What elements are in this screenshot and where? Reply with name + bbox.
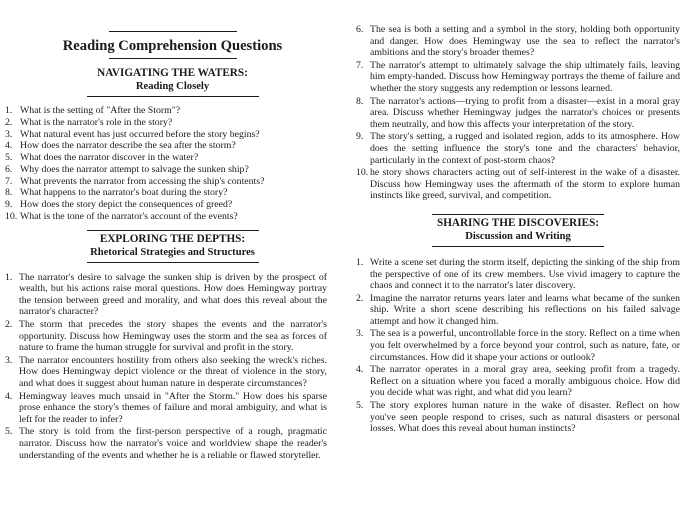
item-number: 4. [5,140,13,152]
right-column [352,0,684,436]
item-text: What prevents the narrator from accessing the ship's contents? [20,175,265,187]
list-item [0,117,345,129]
item-number: 1. [5,105,13,116]
list-item [0,272,345,318]
item-text: What natural event has just occurred before the story begins? [20,128,260,140]
item-number: 3. [5,128,13,140]
item-text: The narrator's attempt to ultimately salvage the ship ultimately fails, leaving him empty-handed. Discuss how Hemingway portrays the theme of failure and whether the story suggests any redemption or lessons learned. [370,59,680,94]
sharing-question-list [352,257,684,435]
exploring-question-list-continued [352,24,684,202]
list-item [0,140,345,152]
item-text: The narrator's actions—trying to profit from a disaster—exist in a moral gray area. Discuss whether Hemingway judges the narrator's choices or presents them neutrally, and how this affects your interpretation of the story. [370,95,680,130]
list-item [0,164,345,176]
item-number: 1. [5,271,13,283]
item-text: The story is told from the first-person perspective of a rough, pragmatic narrator. Discuss how the narrator's voice and worldview shape the reader's understanding of the events and whether he is a reliable or flawed storyteller. [19,426,327,461]
item-number: 8. [5,187,13,199]
page-title: Reading Comprehension Questions [62,38,283,54]
exploring-rule-bottom [87,262,259,263]
item-text: The narrator encounters hostility from others also seeking the wreck's riches. How does Hemingway depict violence or the threat of violence in the story, and what does it suggest about human nature in desperate circumstances? [19,354,327,389]
list-item [0,199,345,211]
list-item [0,129,345,141]
item-number: 9. [5,199,13,211]
item-number: 8. [356,95,364,107]
item-text: The sea is a powerful, uncontrollable force in the story. Reflect on a time when you felt overwhelmed by a force beyond your control, such as nature, fate, or circumstances. How did it shape your actions or outlook? [370,328,680,363]
item-text: Why does the narrator attempt to salvage the sunken ship? [20,163,249,175]
navigating-heading: NAVIGATING THE WATERS: [97,67,248,79]
title-rule-top [109,31,237,32]
item-text: The sea is both a setting and a symbol in the story, holding both opportunity and danger. How does Hemingway use the sea to reflect the narrator's ambitions and the story's broader themes? [370,24,680,59]
item-text: Hemingway leaves much unsaid in "After the Storm." How does his sparse prose enhance the story's themes of failure and moral ambiguity, and what is left for the reader to infer? [19,390,327,425]
item-number: 5. [5,426,13,438]
list-item [0,105,345,117]
navigating-question-list [0,105,345,223]
item-number: 5. [5,152,13,164]
item-number: 9. [356,131,364,143]
item-number: 6. [5,163,13,175]
item-text: How does the narrator describe the sea after the storm? [20,140,236,152]
list-item [352,328,684,363]
item-text: The narrator operates in a moral gray area, seeking profit from a tragedy. Reflect on a situation where you faced a morally ambiguous choice. How did you decide what was right, and what did you learn? [370,364,680,399]
item-number: 5. [356,400,364,412]
list-item [0,152,345,164]
exploring-subheading: Rhetorical Strategies and Structures [90,246,255,258]
list-item [352,364,684,399]
item-number: 1. [356,256,364,268]
navigating-rule [87,96,259,97]
list-item [352,293,684,328]
sharing-heading: SHARING THE DISCOVERIES: [436,216,600,229]
list-item [0,426,345,461]
item-text: The story explores human nature in the wake of disaster. Reflect on how you've seen people respond to crises, such as natural disasters or personal losses. What does this reveal about human instincts? [370,400,680,435]
list-item [0,176,345,188]
item-text: What happens to the narrator's boat during the story? [20,187,228,199]
item-text: The story's setting, a rugged and isolated region, adds to its atmosphere. How does the setting influence the story's tone and the characters' behavior, particularly in the context of post-storm chaos? [370,131,680,166]
sharing-rule-bottom [432,246,604,247]
list-item [352,24,684,59]
list-item [352,167,684,202]
item-number: 7. [5,175,13,187]
list-item [352,257,684,292]
item-text: he story shows characters acting out of self-interest in the wake of a disaster. Discuss how Hemingway uses the aftermath of the storm to explore human instincts like greed, survival, and competition. [370,167,680,202]
navigating-subheading: Reading Closely [135,81,210,92]
item-text: What does the narrator discover in the water? [20,152,199,164]
item-text: The narrator's desire to salvage the sunken ship is driven by the prospect of wealth, but his actions raise moral questions. How does Hemingway portray the tension between greed and morality, and what does this reveal about the narrator's character? [19,271,327,318]
item-text: The storm that precedes the story shapes the events and the narrator's opportunity. Discuss how Hemingway uses the storm and the sea as forces of nature to frame the human struggle for survival and profit in the story. [19,319,327,354]
item-number: 3. [5,354,13,366]
list-item [352,96,684,131]
left-column [0,0,345,462]
list-item [0,391,345,426]
item-text: What is the narrator's role in the story? [20,116,173,128]
exploring-question-list [0,272,345,462]
list-item [0,319,345,354]
list-item [0,211,345,223]
item-text: How does the story depict the consequences of greed? [20,199,233,211]
sharing-subheading: Discussion and Writing [465,230,571,242]
item-text: What is the tone of the narrator's account of the events? [20,211,238,223]
item-number: 10. [356,167,369,179]
item-text: Write a scene set during the storm itself, depicting the sinking of the ship from the perspective of one of its crew members. Use vivid imagery to capture the chaos and connect it to the narrator's later discovery. [370,256,680,292]
item-number: 3. [356,328,364,340]
item-number: 4. [5,390,13,402]
item-text: Imagine the narrator returns years later and learns what became of the sunken ship. Write a short scene describing his reflections on his failed salvage attempt and how it changed him. [370,292,680,327]
exploring-heading: EXPLORING THE DEPTHS: [99,232,246,245]
item-number: 2. [5,319,13,330]
list-item [0,355,345,390]
sharing-rule-top [432,214,604,215]
item-number: 2. [356,292,364,304]
item-number: 4. [356,364,364,376]
item-text: What is the setting of "After the Storm"? [20,105,181,116]
item-number: 7. [356,59,364,71]
title-rule-bottom [109,58,237,59]
item-number: 6. [356,24,364,35]
item-number: 10. [5,211,18,223]
item-number: 2. [5,116,13,128]
exploring-rule-top [87,230,259,231]
list-item [352,400,684,435]
list-item [352,60,684,95]
list-item [0,187,345,199]
list-item [352,131,684,166]
